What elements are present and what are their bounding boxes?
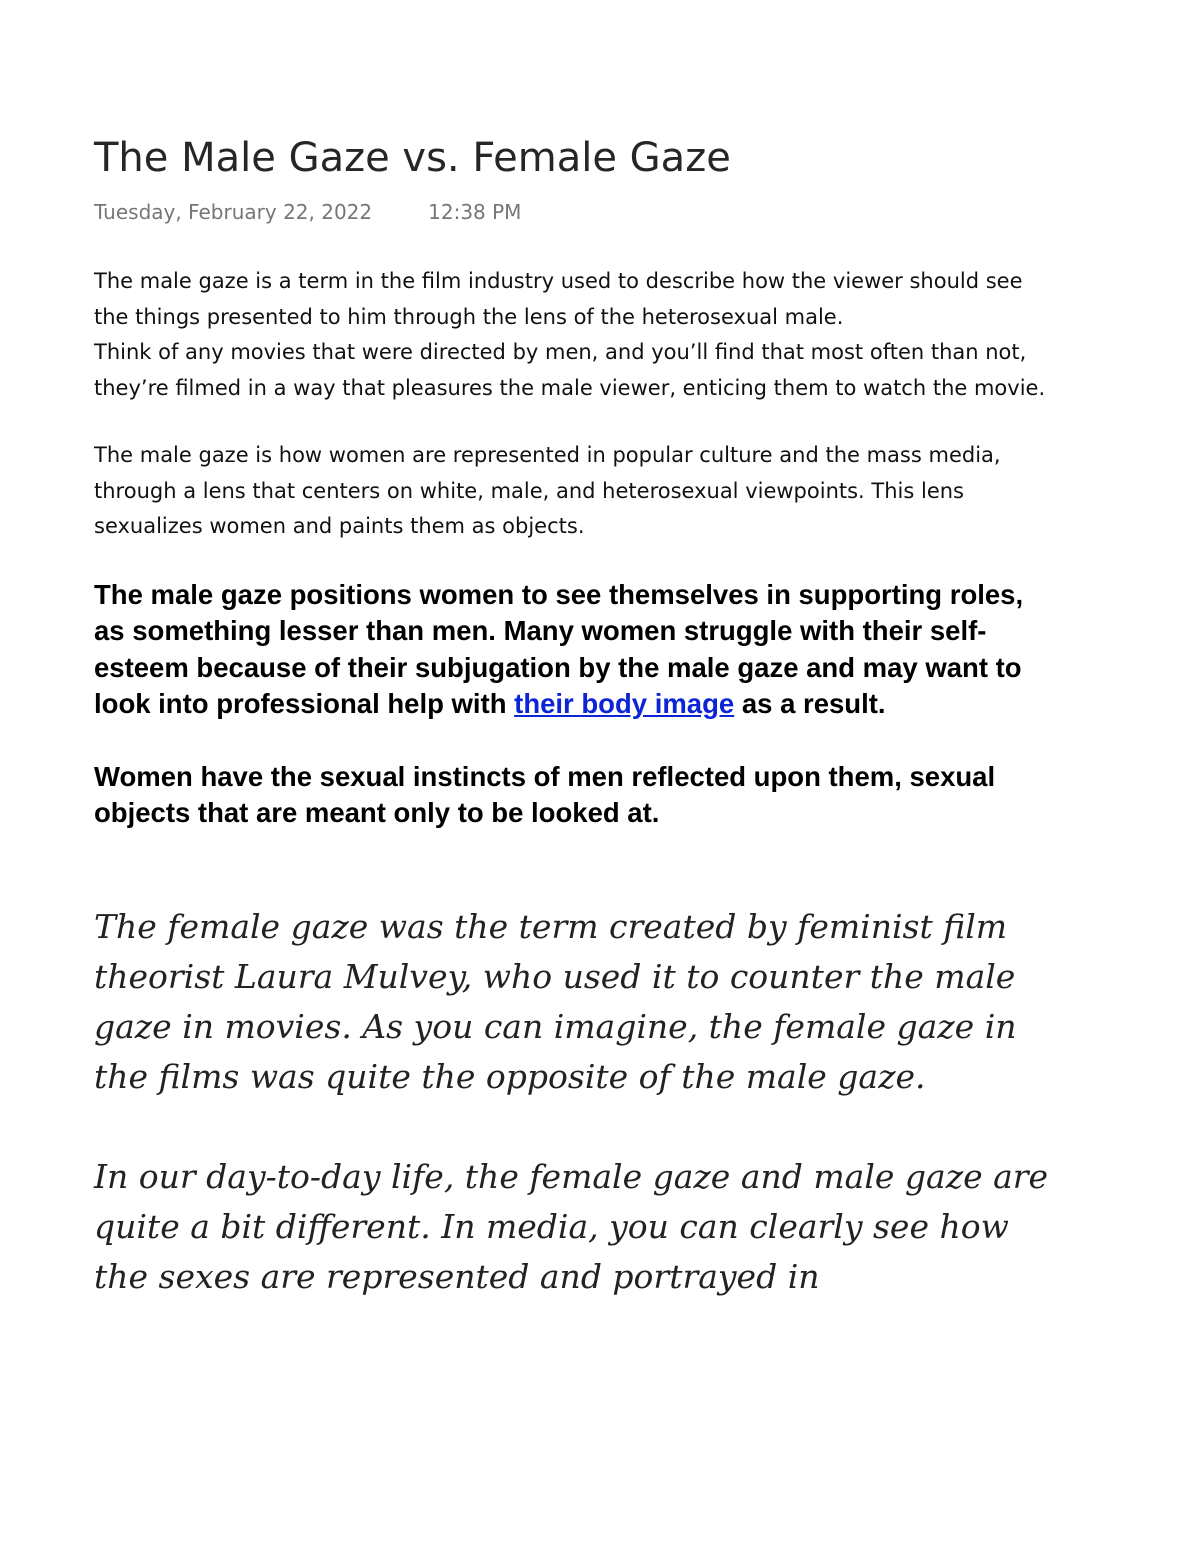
bold-text-after-link: as a result. xyxy=(734,688,886,719)
body-image-link[interactable]: their body image xyxy=(514,688,735,719)
bold-text-before-link: The male gaze positions women to see themselves in supporting roles, as something lesser than men. Many women struggle with their self-esteem because of their subjugation by the male gaze and may want to look into professional help with xyxy=(94,578,1024,719)
paragraph-representation: The male gaze is how women are represented in popular culture and the mass media, through a lens that centers on white, male, and heterosexual viewpoints. This lens sexualizes women and paints them as objects. xyxy=(94,443,1001,538)
serif-paragraph-day-to-day: In our day-to-day life, the female gaze and male gaze are quite a bit different. In media, you can clearly see how the sexes are represented and portrayed in xyxy=(94,1156,1049,1296)
paragraph-movies-directed-by-men: Think of any movies that were directed by men, and you’ll find that most often than not, they’re filmed in a way that pleasures the male viewer, enticing them to watch the movie. xyxy=(94,340,1046,400)
paragraph-male-gaze-definition: The male gaze is a term in the film industry used to describe how the viewer should see the things presented to him through the lens of the heterosexual male. xyxy=(94,269,1023,329)
page-title: The Male Gaze vs. Female Gaze xyxy=(94,135,731,181)
bold-paragraph-sexual-instincts: Women have the sexual instincts of men reflected upon them, sexual objects that are meant only to be looked at. xyxy=(94,760,996,828)
page-meta xyxy=(94,198,1054,226)
page-date: Tuesday, February 22, 2022 xyxy=(94,200,373,224)
page-time: 12:38 PM xyxy=(428,200,522,224)
page-content xyxy=(94,132,1054,1302)
bold-paragraph-supporting-roles xyxy=(94,577,1054,723)
serif-paragraph-female-gaze: The female gaze was the term created by feminist film theorist Laura Mulvey, who used it to counter the male gaze in movies. As you can imagine, the female gaze in the films was quite the opposite of the male gaze. xyxy=(94,906,1017,1096)
